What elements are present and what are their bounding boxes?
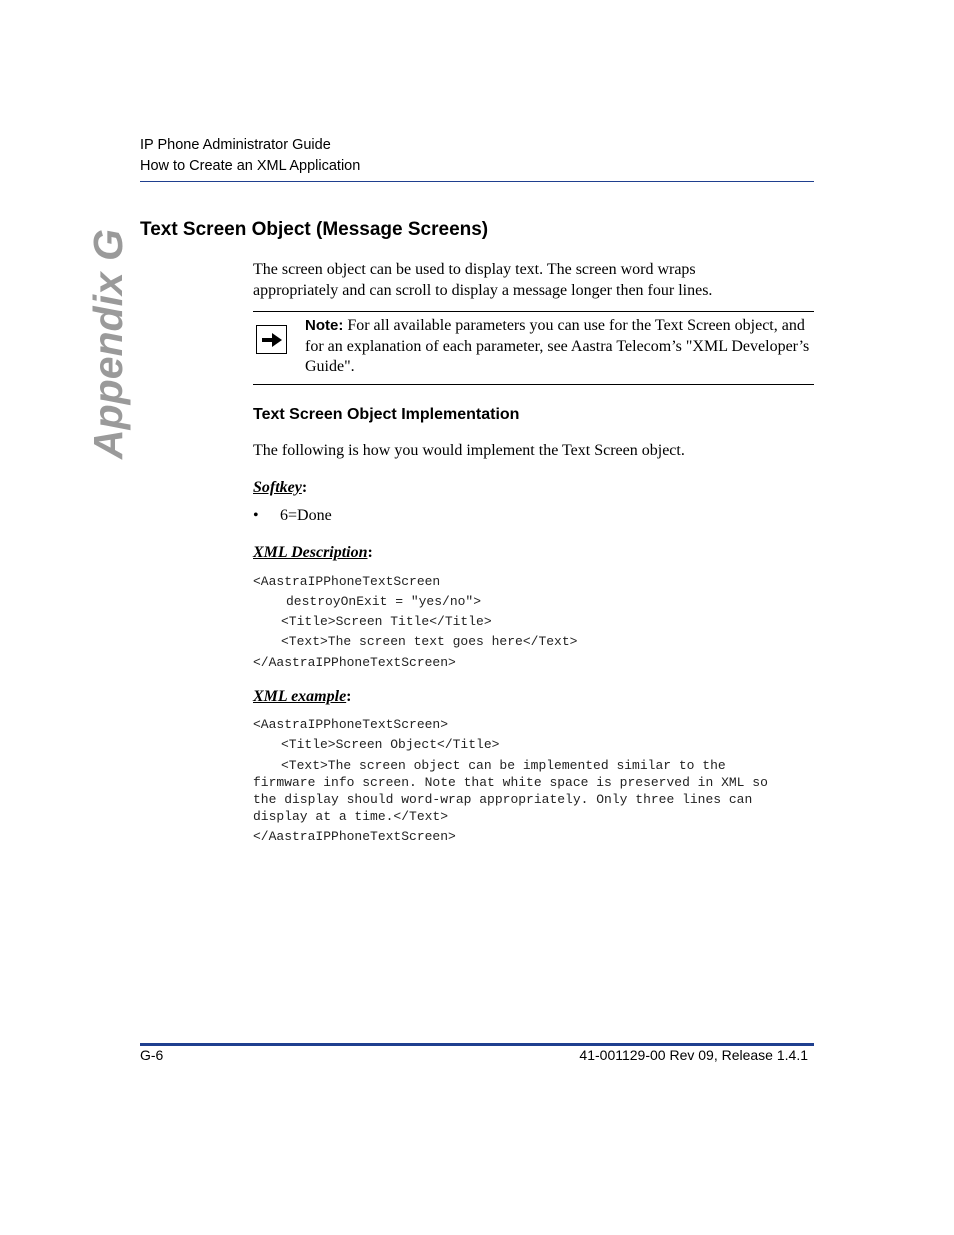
- implementation-paragraph: The following is how you would implement the Text Screen object.: [253, 442, 685, 459]
- code-line: </AastraIPPhoneTextScreen>: [253, 655, 456, 670]
- xml-description-label: [253, 543, 373, 563]
- intro-paragraph: The screen object can be used to display text. The screen word wraps appropriately and can scroll to display a message longer then four lines.: [253, 261, 713, 299]
- softkey-label: [253, 478, 307, 498]
- running-header-subtitle: How to Create an XML Application: [140, 158, 361, 174]
- document-revision: 41-001129-00 Rev 09, Release 1.4.1: [579, 1047, 808, 1063]
- softkey-label-colon: :: [301, 479, 308, 496]
- xml-example-label: [253, 687, 352, 707]
- softkey-label-text: Softkey: [253, 479, 302, 496]
- code-line: <Text>The screen text goes here</Text>: [281, 634, 578, 649]
- header-rule: [140, 181, 814, 182]
- code-line: <AastraIPPhoneTextScreen: [253, 574, 441, 589]
- note-rule-top: [253, 311, 814, 312]
- section-title: Text Screen Object (Message Screens): [140, 219, 489, 240]
- code-line: destroyOnExit = "yes/no">: [286, 594, 482, 609]
- code-line: <Text>The screen object can be implemented similar to the: [281, 758, 726, 773]
- bullet-marker: •: [253, 507, 259, 524]
- code-line: display at a time.</Text>: [253, 809, 449, 824]
- xml-example-label-text: XML example: [253, 688, 347, 705]
- softkey-item: 6=Done: [280, 507, 332, 524]
- code-line: <AastraIPPhoneTextScreen>: [253, 717, 449, 732]
- code-line: <Title>Screen Object</Title>: [281, 737, 500, 752]
- note-box: [305, 316, 815, 378]
- arrow-right-icon: [256, 325, 287, 354]
- code-line: </AastraIPPhoneTextScreen>: [253, 829, 456, 844]
- note-text: For all available parameters you can use for the Text Screen object, and for an explanation of each parameter, see Aastra Telecom’s "XML Developer’s Guide".: [305, 317, 810, 375]
- xml-example-label-colon: :: [346, 688, 352, 705]
- code-line: firmware info screen. Note that white space is preserved in XML so: [253, 775, 768, 790]
- subsection-heading: Text Screen Object Implementation: [253, 406, 520, 423]
- note-label: Note:: [305, 317, 344, 334]
- code-line: <Title>Screen Title</Title>: [281, 614, 492, 629]
- running-header-title: IP Phone Administrator Guide: [140, 137, 331, 153]
- arrow-right-icon-glyph: [261, 332, 283, 348]
- xml-description-label-colon: :: [367, 544, 373, 561]
- page-number: G-6: [140, 1047, 164, 1063]
- xml-description-label-text: XML Description: [253, 544, 368, 561]
- appendix-side-tab: Appendix G: [85, 228, 131, 459]
- code-line: the display should word-wrap appropriately. Only three lines can: [253, 792, 753, 807]
- note-rule-bottom: [253, 384, 814, 385]
